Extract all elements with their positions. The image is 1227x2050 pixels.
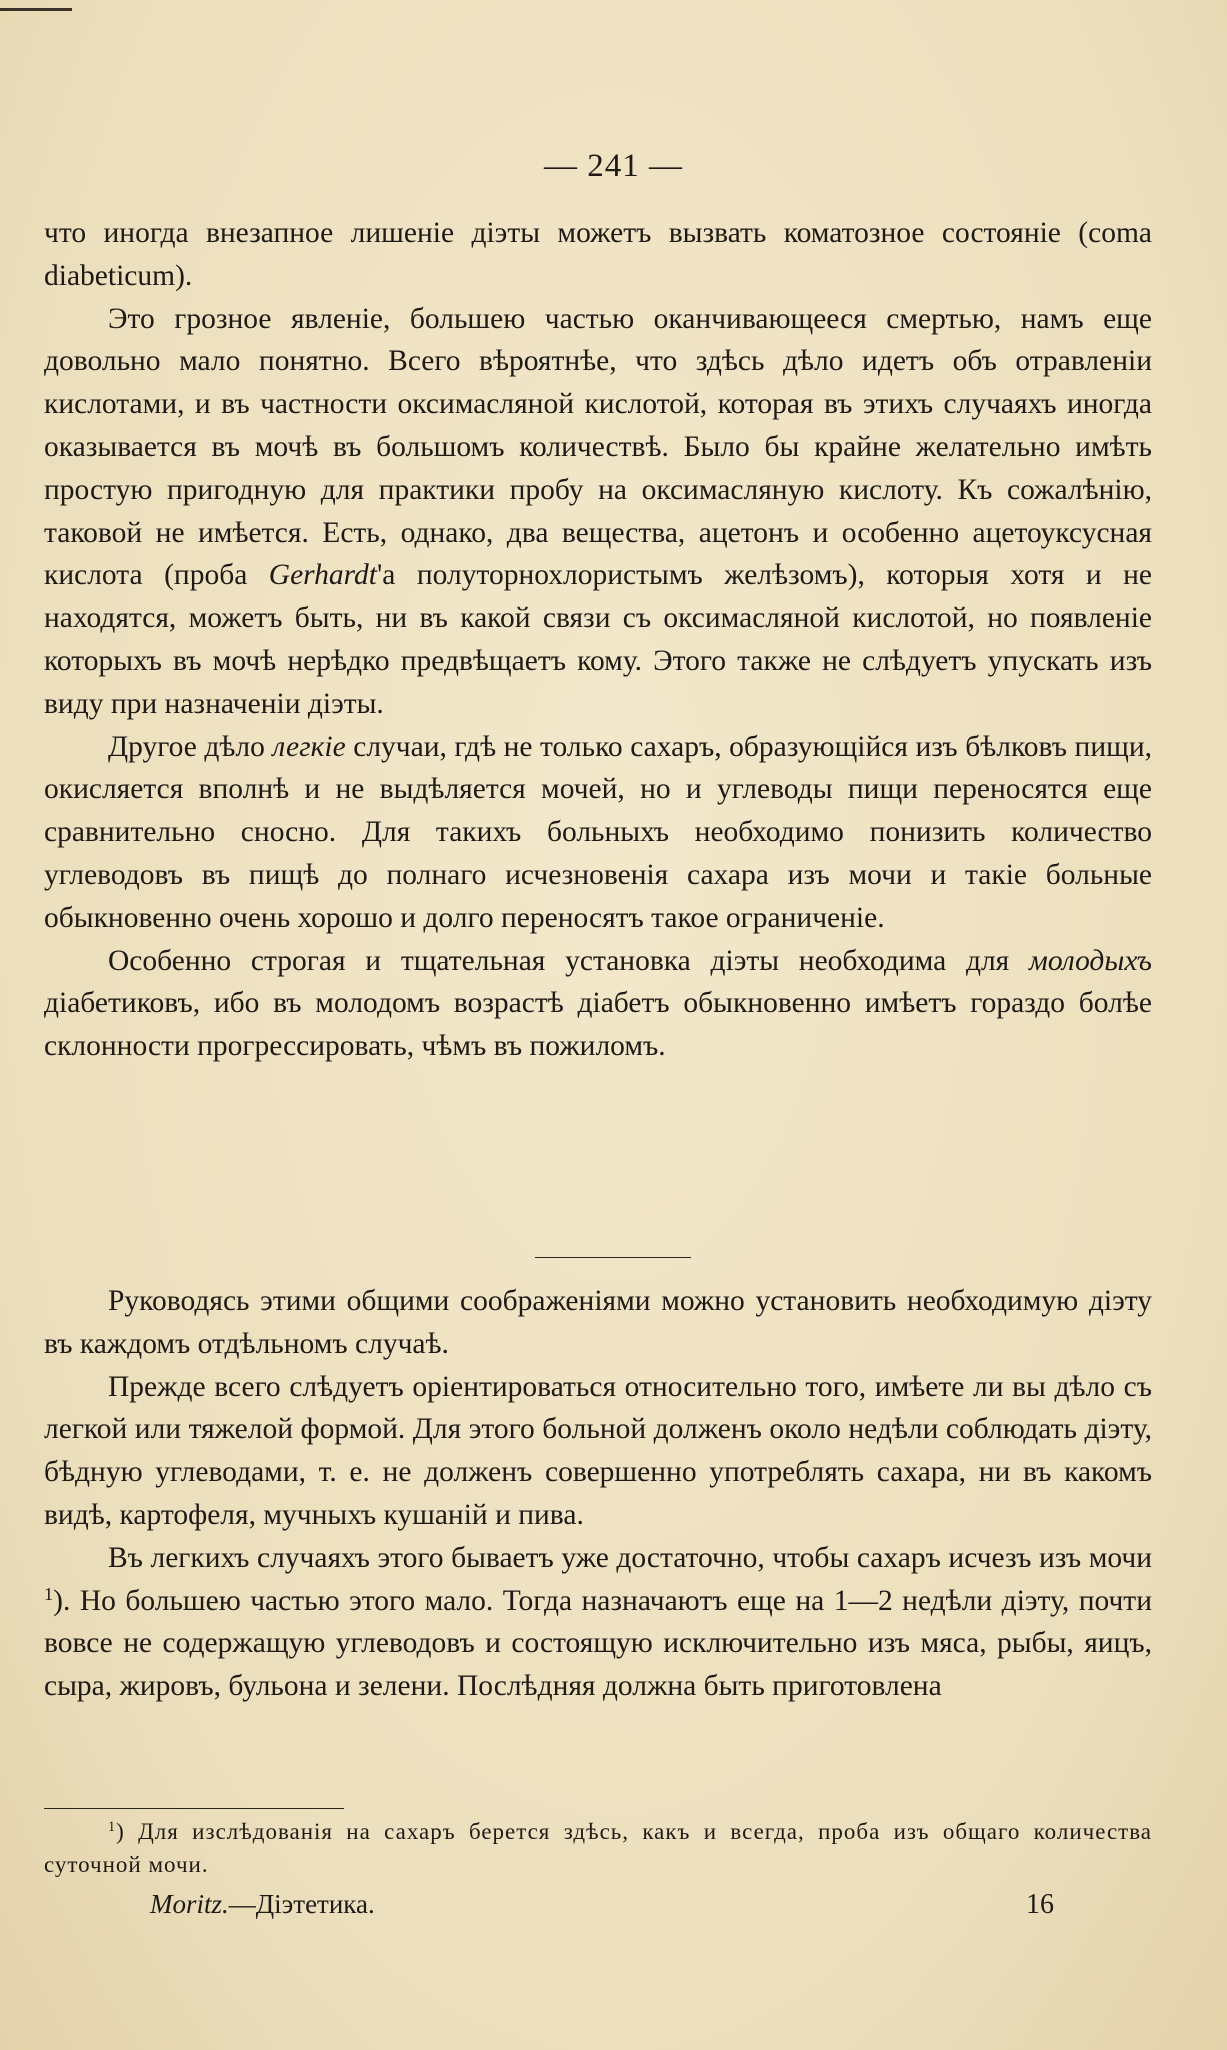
paragraph-text: діабетиковъ, ибо въ молодомъ возрастѣ діабетъ обыкновенно имѣетъ гораздо болѣе склонности прогрессировать, чѣмъ въ пожиломъ. [44, 987, 1152, 1063]
paragraph-text: 'а полуторнохлористымъ желѣзомъ), которыя хотя и не находятся, можетъ быть, ни въ какой связи съ оксимасляной кислотой, но появленіе которыхъ въ мочѣ нерѣдко предвѣщаетъ кому. Этого также не слѣдуетъ упускать изъ виду при назначеніи діэты. [44, 559, 1152, 720]
paragraph [44, 298, 1152, 726]
paragraph-text: Особенно строгая и тщательная установка діэты необходима для [108, 944, 1029, 977]
paragraph-text: Другое дѣло [108, 730, 273, 763]
paragraph [44, 726, 1152, 940]
footnote [44, 1815, 1152, 1881]
paragraph-text: Это грозное явленіе, большею частью оканчивающееся смертью, намъ еще довольно мало понятно. Всего вѣроятнѣе, что здѣсь дѣло идетъ объ отравленіи кислотами, и въ частности оксимасляной кислотой, которая въ этихъ случаяхъ иногда оказывается въ мочѣ въ большомъ количествѣ. Было бы крайне желательно имѣть простую пригодную для практики пробу на оксимасляную кислоту. Къ сожалѣнію, таковой не имѣется. Есть, однако, два вещества, ацетонъ и особенно ацетоуксусная кислота (проба [44, 302, 1152, 592]
paragraph-text: случаи, гдѣ не только сахаръ, образующійся изъ бѣлковъ пищи, окисляется вполнѣ и не выдѣляется мочей, но и углеводы пищи переносятся еще сравнительно сносно. Для такихъ больныхъ необходимо понизить количество углеводовъ въ пищѣ до полнаго исчезновенія сахара изъ мочи и такіе больные обыкновенно очень хорошо и долго переносятъ такое ограниченіе. [44, 730, 1152, 934]
emphasis-text: Gerhardt [268, 559, 377, 592]
text-block-continued [44, 1280, 1152, 1708]
paragraph [44, 1537, 1152, 1708]
paragraph-text: Въ легкихъ случаяхъ этого бываетъ уже достаточно, чтобы сахаръ исчезъ изъ мочи [108, 1541, 1152, 1574]
page-number: — 241 — [544, 148, 683, 184]
text-block-main [44, 212, 1152, 1068]
paragraph [44, 1366, 1152, 1537]
footnote-text: ) Для изслѣдованія на сахаръ берется здѣсь, какъ и всегда, проба изъ общаго количества суточной мочи. [44, 1819, 1152, 1877]
paragraph-text: Прежде всего слѣдуетъ оріентироваться относительно того, имѣете ли вы дѣло съ легкой или тяжелой формой. Для этого больной долженъ около недѣли соблюдать діэту, бѣдную углеводами, т. е. не долженъ совершенно употреблять сахара, ни въ какомъ видѣ, картофеля, мучныхъ кушаній и пива. [44, 1370, 1152, 1531]
emphasis-text: легкіе [272, 730, 346, 763]
signature-line [150, 1889, 375, 1920]
paragraph-text: Руководясь этими общими соображеніями можно установить необходимую діэту въ каждомъ отдѣльномъ случаѣ. [44, 1285, 1152, 1360]
footnote-marker: 1 [108, 1819, 117, 1836]
sheet-number: 16 [1026, 1889, 1054, 1920]
paragraph [44, 940, 1152, 1068]
paragraph-text: что иногда внезапное лишеніе діэты можетъ вызвать коматозное состояніе (coma diabeticum). [44, 217, 1152, 292]
section-separator [535, 1257, 691, 1258]
corner-mark [0, 0, 72, 11]
signature-title: —Діэтетика. [228, 1889, 375, 1919]
footnote-reference: 1 [44, 1583, 54, 1604]
paragraph-text: ). Но большею частью этого мало. Тогда назначаютъ еще на 1—2 недѣли діэту, почти вовсе не содержащую углеводовъ и состоящую исключительно изъ мяса, рыбы, яицъ, сыра, жировъ, бульона и зелени. Послѣдняя должна быть приготовлена [44, 1584, 1152, 1703]
emphasis-text: молодыхъ [1029, 944, 1152, 977]
footnote-rule [44, 1808, 344, 1809]
paragraph [44, 212, 1152, 298]
paragraph [44, 1280, 1152, 1366]
signature-author: Moritz. [150, 1889, 229, 1919]
